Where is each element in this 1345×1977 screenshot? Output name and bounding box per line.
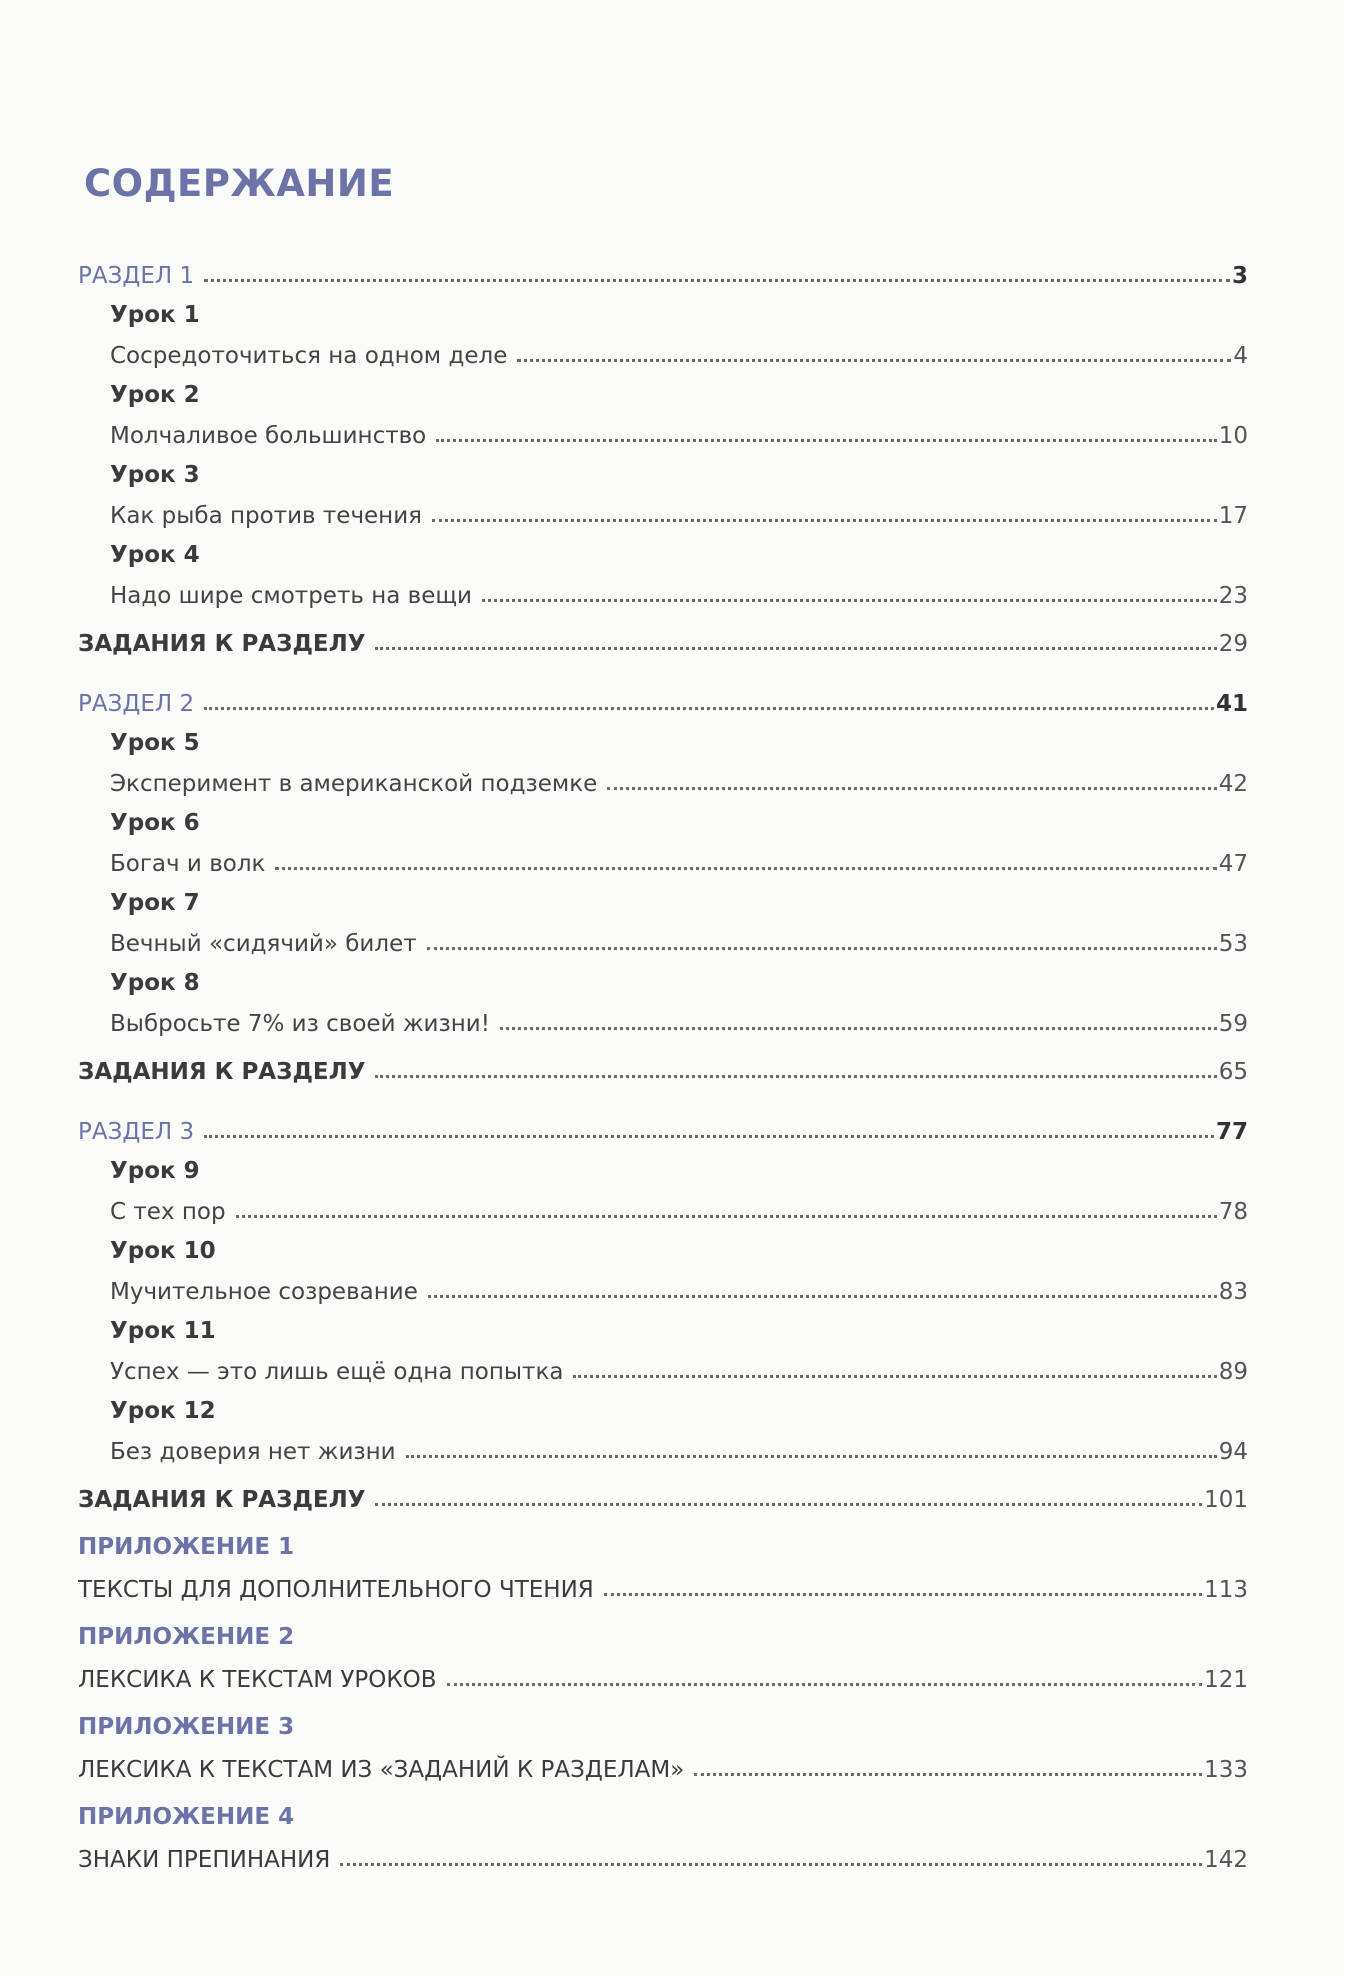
tasks-label: ЗАДАНИЯ К РАЗДЕЛУ: [78, 631, 366, 657]
lesson-heading: Урок 12: [110, 1398, 216, 1424]
toc-section-3[interactable]: [78, 1111, 1248, 1145]
dot-leader: [236, 1215, 1217, 1218]
toc-lesson-4[interactable]: [78, 571, 1248, 609]
page-number: 41: [1215, 691, 1248, 717]
page-number: 53: [1218, 931, 1248, 957]
lesson-title: Без доверия нет жизни: [110, 1439, 396, 1465]
tasks-label: ЗАДАНИЯ К РАЗДЕЛУ: [78, 1487, 366, 1513]
toc-lesson-2[interactable]: [78, 411, 1248, 449]
lesson-title: Сосредоточиться на одном деле: [110, 343, 508, 369]
toc-lesson-8[interactable]: [78, 999, 1248, 1037]
lesson-title: Богач и волк: [110, 851, 266, 877]
dot-leader: [604, 1593, 1202, 1596]
toc-appendix-1[interactable]: [78, 1563, 1248, 1603]
page-number: 4: [1233, 343, 1248, 369]
dot-leader: [432, 519, 1217, 522]
lesson-title: Успех — это лишь ещё одна попытка: [110, 1359, 564, 1385]
page-number: 10: [1218, 423, 1248, 449]
page-number: 83: [1218, 1279, 1248, 1305]
lesson-title: Выбросьте 7% из своей жизни!: [110, 1011, 490, 1037]
page-number: 17: [1218, 503, 1248, 529]
page-number: 78: [1218, 1199, 1248, 1225]
toc-lesson-1[interactable]: [78, 331, 1248, 369]
section-label: РАЗДЕЛ 2: [78, 691, 195, 717]
dot-leader: [375, 1503, 1202, 1506]
page-number: 59: [1218, 1011, 1248, 1037]
appendix-title: ЛЕКСИКА К ТЕКСТАМ ИЗ «ЗАДАНИЙ К РАЗДЕЛАМ»: [78, 1757, 685, 1783]
lesson-title: С тех пор: [110, 1199, 226, 1225]
page-number: 3: [1231, 263, 1248, 289]
dot-leader: [500, 1027, 1217, 1030]
page-number: 142: [1204, 1847, 1248, 1873]
toc-lesson-12[interactable]: [78, 1427, 1248, 1465]
dot-leader: [375, 1075, 1216, 1078]
appendix-heading: ПРИЛОЖЕНИЕ 4: [78, 1804, 295, 1830]
page-number: 94: [1218, 1439, 1248, 1465]
toc-lesson-10[interactable]: [78, 1267, 1248, 1305]
lesson-title: Как рыба против течения: [110, 503, 423, 529]
toc-lesson-7[interactable]: [78, 919, 1248, 957]
page-number: 29: [1218, 631, 1248, 657]
toc-lesson-5[interactable]: [78, 759, 1248, 797]
appendix-heading: ПРИЛОЖЕНИЕ 3: [78, 1714, 295, 1740]
dot-leader: [204, 279, 1230, 282]
lesson-heading: Урок 2: [110, 382, 200, 408]
lesson-title: Надо шире смотреть на вещи: [110, 583, 472, 609]
dot-leader: [275, 867, 1216, 870]
toc-lesson-9[interactable]: [78, 1187, 1248, 1225]
toc-appendix-4[interactable]: [78, 1833, 1248, 1873]
lesson-heading: Урок 5: [110, 730, 200, 756]
dot-leader: [607, 787, 1216, 790]
toc-lesson-11[interactable]: [78, 1347, 1248, 1385]
page-number: 101: [1204, 1487, 1248, 1513]
lesson-title: Вечный «сидячий» билет: [110, 931, 417, 957]
lesson-title: Мучительное созревание: [110, 1279, 418, 1305]
lesson-heading: Урок 9: [110, 1158, 200, 1184]
toc-lesson-6[interactable]: [78, 839, 1248, 877]
toc-section-tasks-1[interactable]: [78, 619, 1248, 657]
lesson-title: Молчаливое большинство: [110, 423, 427, 449]
toc-section-tasks-2[interactable]: [78, 1047, 1248, 1085]
page-number: 113: [1204, 1577, 1248, 1603]
lesson-title: Эксперимент в американской подземке: [110, 771, 598, 797]
appendix-title: ЗНАКИ ПРЕПИНАНИЯ: [78, 1847, 331, 1873]
page-number: 65: [1218, 1059, 1248, 1085]
lesson-heading: Урок 3: [110, 462, 200, 488]
lesson-heading: Урок 6: [110, 810, 200, 836]
appendix-heading: ПРИЛОЖЕНИЕ 1: [78, 1534, 295, 1560]
dot-leader: [375, 647, 1216, 650]
table-of-contents: [78, 255, 1248, 1873]
dot-leader: [204, 1135, 1214, 1138]
section-label: РАЗДЕЛ 3: [78, 1119, 195, 1145]
page-number: 42: [1218, 771, 1248, 797]
lesson-heading: Урок 1: [110, 302, 200, 328]
page-title: СОДЕРЖАНИЕ: [84, 162, 395, 205]
appendix-title: ЛЕКСИКА К ТЕКСТАМ УРОКОВ: [78, 1667, 437, 1693]
toc-section-1[interactable]: [78, 255, 1248, 289]
page-number: 133: [1204, 1757, 1248, 1783]
page-number: 47: [1218, 851, 1248, 877]
toc-appendix-2[interactable]: [78, 1653, 1248, 1693]
dot-leader: [427, 947, 1217, 950]
toc-lesson-3[interactable]: [78, 491, 1248, 529]
page-number: 77: [1215, 1119, 1248, 1145]
dot-leader: [517, 359, 1231, 362]
lesson-heading: Урок 10: [110, 1238, 216, 1264]
dot-leader: [694, 1773, 1202, 1776]
toc-appendix-3[interactable]: [78, 1743, 1248, 1783]
dot-leader: [482, 599, 1217, 602]
lesson-heading: Урок 7: [110, 890, 200, 916]
toc-section-2[interactable]: [78, 683, 1248, 717]
dot-leader: [447, 1683, 1203, 1686]
page-number: 121: [1204, 1667, 1248, 1693]
dot-leader: [573, 1375, 1216, 1378]
dot-leader: [436, 439, 1216, 442]
lesson-heading: Урок 8: [110, 970, 200, 996]
lesson-heading: Урок 11: [110, 1318, 216, 1344]
tasks-label: ЗАДАНИЯ К РАЗДЕЛУ: [78, 1059, 366, 1085]
toc-section-tasks-3[interactable]: [78, 1475, 1248, 1513]
dot-leader: [204, 707, 1214, 710]
section-label: РАЗДЕЛ 1: [78, 263, 195, 289]
appendix-heading: ПРИЛОЖЕНИЕ 2: [78, 1624, 295, 1650]
appendix-title: ТЕКСТЫ ДЛЯ ДОПОЛНИТЕЛЬНОГО ЧТЕНИЯ: [78, 1577, 594, 1603]
page-number: 89: [1218, 1359, 1248, 1385]
dot-leader: [406, 1455, 1217, 1458]
dot-leader: [340, 1863, 1202, 1866]
dot-leader: [428, 1295, 1217, 1298]
lesson-heading: Урок 4: [110, 542, 200, 568]
page-number: 23: [1218, 583, 1248, 609]
